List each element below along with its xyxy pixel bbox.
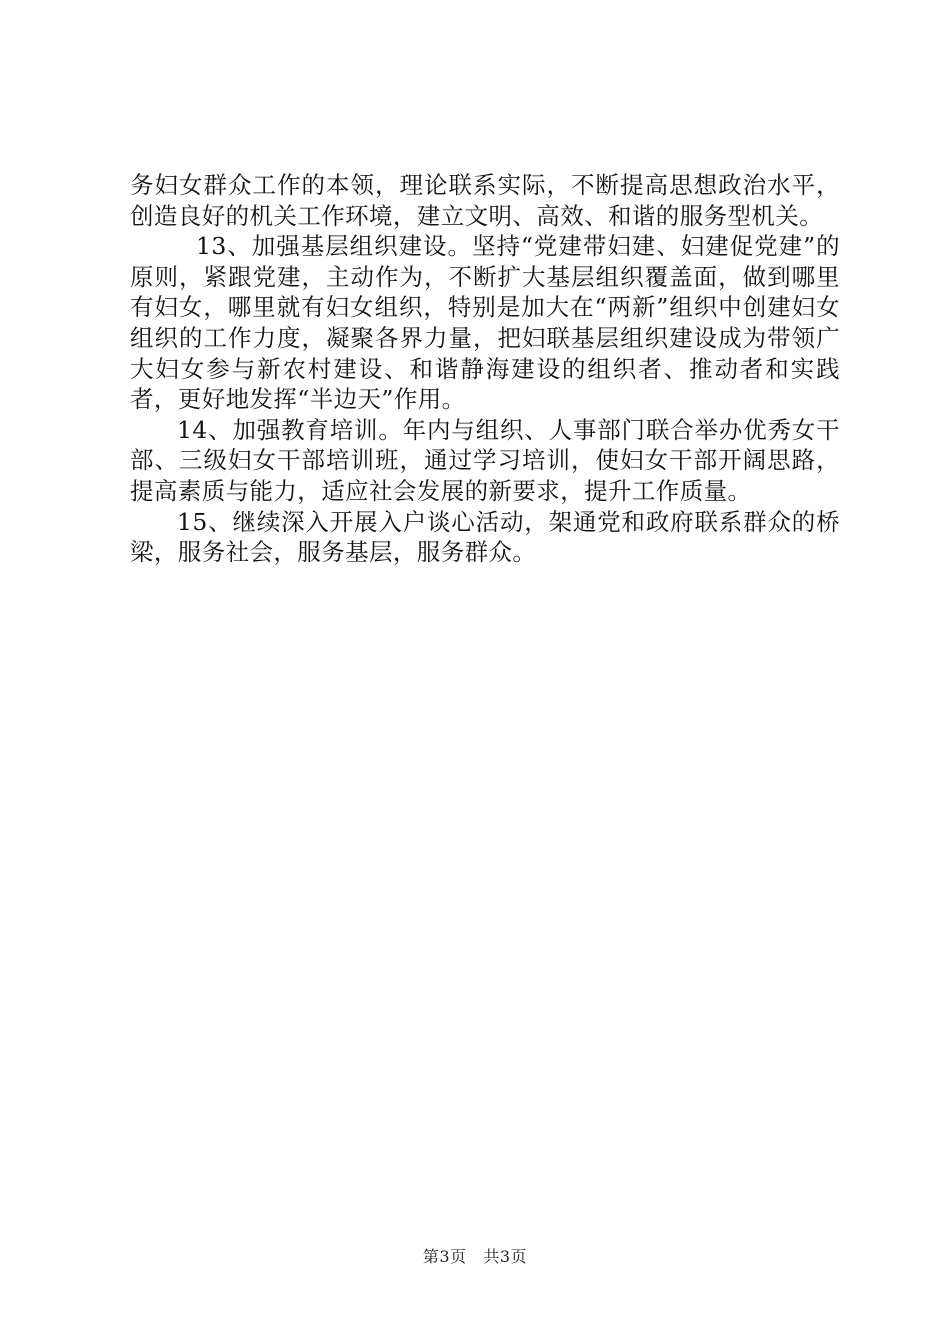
paragraph-item-13: 13、加强基层组织建设。坚持“党建带妇建、妇建促党建”的原则，紧跟党建，主动作为，不断扩大基层组织覆盖面，做到哪里有妇女，哪里就有妇女组织，特别是加大在“两新”组织中创建妇女组织的工作力度，凝聚各界力量，把妇联基层组织建设成为带领广大妇女参与新农村建设、和谐静海建设的组织者、推动者和实践者，更好地发挥“半边天”作用。 xyxy=(130,232,840,414)
paragraph-item-14: 14、加强教育培训。年内与组织、人事部门联合举办优秀女干部、三级妇女干部培训班，通过学习培训，使妇女干部开阔思路，提高素质与能力，适应社会发展的新要求，提升工作质量。 xyxy=(130,415,840,505)
paragraph-continuation: 务妇女群众工作的本领，理论联系实际，不断提高思想政治水平，创造良好的机关工作环境，建立文明、高效、和谐的服务型机关。 xyxy=(130,171,840,230)
page-footer xyxy=(0,1244,950,1267)
page-number-total: 共3页 xyxy=(483,1247,528,1266)
paragraph-item-15: 15、继续深入开展入户谈心活动，架通党和政府联系群众的桥梁，服务社会，服务基层，服务群众。 xyxy=(130,507,840,567)
page-number-current: 第3页 xyxy=(422,1247,467,1266)
document-body xyxy=(130,170,840,568)
